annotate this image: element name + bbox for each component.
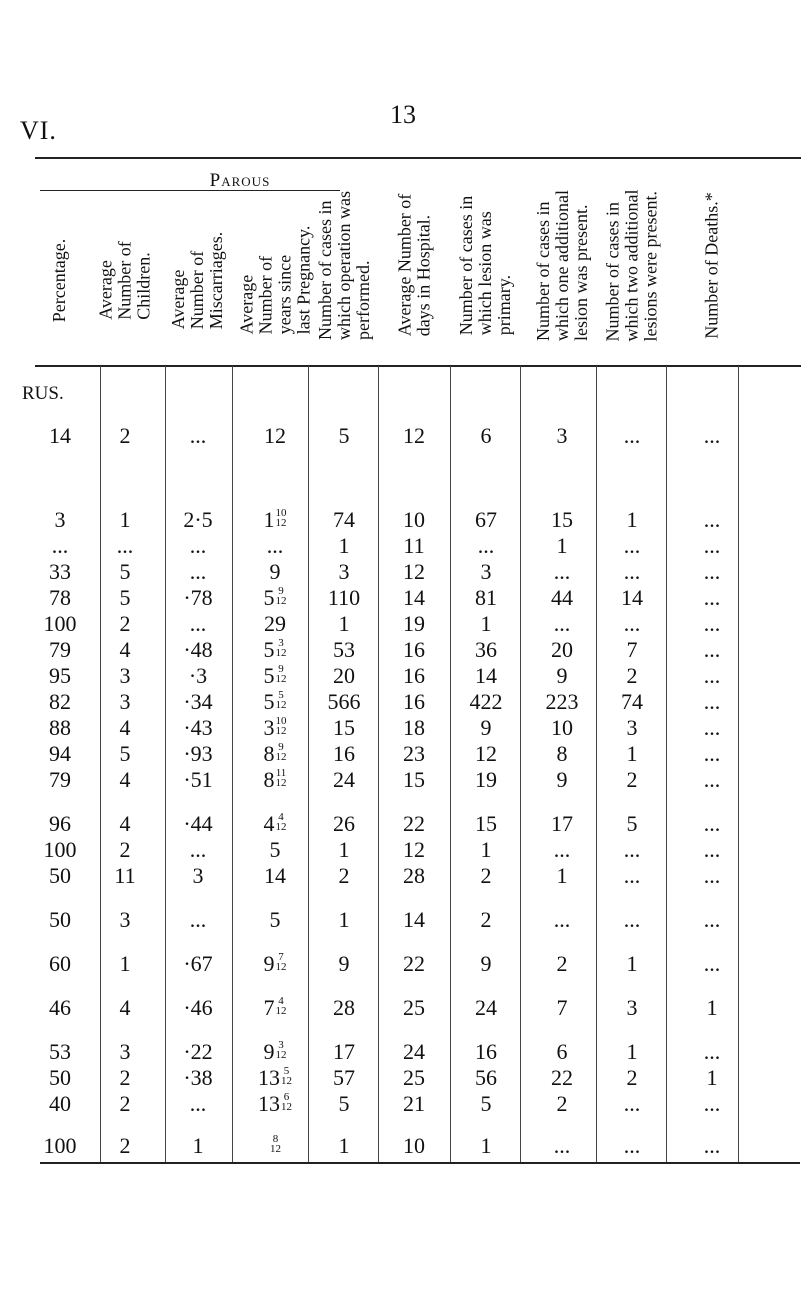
table-cell: 10 [403,507,425,532]
header-label: Number of cases in which one additional lesion was present. [532,189,591,341]
table-cell: ... [189,837,207,862]
table-cell: ... [189,611,207,636]
header-label: Number of cases in which lesion was primary. [456,195,515,335]
table-cell: 16 [403,637,425,662]
table-cell: 74 [621,689,643,714]
table-cell: ... [116,533,134,558]
table-cell: 2 [626,767,638,792]
table-cell: 15 [333,715,355,740]
table-cell: 9 7 12 [263,951,287,976]
header-avg-miscarriages [166,200,230,360]
table-cell: 12 [403,837,425,862]
table-cell: ·22 [183,1039,213,1064]
table-cell: ... [623,907,641,932]
table-cell: ... [703,585,721,610]
table-cell: 3 [119,1039,131,1064]
table-cell: 3 [119,689,131,714]
table-cell: ... [703,863,721,888]
header-days-hospital [382,170,446,360]
page-number: 13 [390,100,416,129]
table-cell: 9 [338,951,350,976]
table-cell: 3 [119,907,131,932]
table-cell: 19 [475,767,497,792]
table-cell: 36 [475,637,497,662]
table-cell: ... [703,423,721,448]
table-cell: 1 [480,611,492,636]
table-cell: 24 [475,995,497,1020]
table-cell: 14 [264,863,286,888]
table-cell: 20 [333,663,355,688]
table-cell: ... [266,533,284,558]
table-cell: ... [51,533,69,558]
table-cell: 15 [551,507,573,532]
table-cell: 5 9 12 [263,663,287,688]
table-cell: 22 [403,811,425,836]
table-cell: 5 9 12 [263,585,287,610]
table-cell: 100 [43,611,77,636]
table-cell: ·34 [183,689,213,714]
table-cell: 5 [626,811,638,836]
table-cell: 13 5 12 [258,1065,292,1090]
table-cell: 14 [621,585,643,610]
table-cell: 11 [114,863,136,888]
table-cell: ... [553,907,571,932]
header-rule [35,365,801,367]
header-label: Average Number of days in Hospital. [394,193,434,337]
table-cell: 33 [49,559,71,584]
fraction: 5 12 [275,689,287,711]
fraction: 3 12 [275,1039,287,1061]
table-cell: 7 [556,995,568,1020]
header-avg-years [236,200,313,360]
table-cell: ... [623,611,641,636]
table-cell: 60 [49,951,71,976]
header-label: Number of cases in which operation was performed. [314,190,373,340]
group-header-parous: Parous [209,170,271,191]
table-cell: 29 [264,611,286,636]
table-cell: ·67 [183,951,213,976]
fraction: 7 12 [275,951,287,973]
table-cell: 12 [403,423,425,448]
table-cell: 1 [119,507,131,532]
table-cell: 1 [556,533,568,558]
fraction: 10 12 [275,507,287,529]
table-cell: 15 [475,811,497,836]
table-cell: ... [623,1133,641,1158]
table-cell: 1 [480,1133,492,1158]
fraction: 10 12 [275,715,287,737]
fraction: 4 12 [275,995,287,1017]
table-cell: 3 [54,507,66,532]
table-cell: 95 [49,663,71,688]
table-cell: 4 [119,995,131,1020]
table-cell: 2 [119,1091,131,1116]
table-cell: 5 [119,741,131,766]
table-cell: 14 [49,423,71,448]
table-cell: 2 [119,1133,131,1158]
table-cell: 5 [480,1091,492,1116]
table-cell: 2 [556,951,568,976]
header-label: Average Number of Children. [95,240,154,320]
table-cell: 5 5 12 [263,689,287,714]
fraction: 9 12 [275,585,287,607]
table-cell: 14 [403,907,425,932]
table-cell: 9 3 12 [263,1039,287,1064]
table-cell: 67 [475,507,497,532]
table-cell: ... [703,907,721,932]
table-cell: 1 [338,1133,350,1158]
table-cell: 2 [556,1091,568,1116]
table-cell: 5 [119,559,131,584]
table-cell: 14 [475,663,497,688]
table-cell: ·38 [183,1065,213,1090]
table-cell: 12 [264,423,286,448]
table-cell: ... [703,689,721,714]
table-cell: 566 [327,689,361,714]
table-cell: ... [703,951,721,976]
table-cell: 81 [475,585,497,610]
header-label: Average Number of years since last Pregnancy. [236,225,313,335]
table-cell: 20 [551,637,573,662]
table-cell: 78 [49,585,71,610]
table-cell: 2 [480,863,492,888]
table-cell: 2 [626,1065,638,1090]
table-cell: ... [703,611,721,636]
table-cell: 1 [192,1133,204,1158]
table-cell: 18 [403,715,425,740]
table-cell: 50 [49,907,71,932]
table-cell: ... [189,559,207,584]
table-cell: 3 [338,559,350,584]
table-cell: ... [553,611,571,636]
table-cell: ·44 [183,811,213,836]
table-cell: 3 [480,559,492,584]
table-cell: 1 [626,1039,638,1064]
table-cell: 28 [333,995,355,1020]
header-two-additional [600,170,664,360]
table-cell: 96 [49,811,71,836]
table-cell: ... [703,533,721,558]
table-cell: 16 [475,1039,497,1064]
header-deaths [680,170,744,360]
table-cell: 2 [119,423,131,448]
table-cell: 50 [49,863,71,888]
table-cell: 2 [626,663,638,688]
header-avg-children [93,200,157,360]
table-cell: 53 [333,637,355,662]
table-cell: 5 [338,423,350,448]
bottom-rule [40,1162,800,1164]
table-cell: ... [703,837,721,862]
table-cell: ... [703,767,721,792]
table-cell: 24 [333,767,355,792]
table-cell: 1 [338,837,350,862]
table-cell: 56 [475,1065,497,1090]
table-cell: 9 [480,951,492,976]
table-cell: 3 [119,663,131,688]
table-cell: 50 [49,1065,71,1090]
table-cell: 3 [626,995,638,1020]
fraction: 5 12 [281,1065,292,1087]
table-cell: 2·5 [183,507,213,532]
table-cell: 40 [49,1091,71,1116]
table-cell: ... [623,1091,641,1116]
table-cell: ·78 [183,585,213,610]
table-cell: 17 [551,811,573,836]
fraction: 8 12 [270,1133,281,1155]
table-cell: 9 [556,767,568,792]
table-cell: ·3 [188,663,208,688]
table-cell: 1 [480,837,492,862]
table-cell: ... [703,1133,721,1158]
table-cell: ... [703,811,721,836]
table-cell: 2 [338,863,350,888]
table-cell: 57 [333,1065,355,1090]
table-cell: 1 [706,1065,718,1090]
table-cell: ... [477,533,495,558]
table-cell: ... [703,559,721,584]
table-cell: ... [189,423,207,448]
table-cell: 16 [403,663,425,688]
table-cell: 28 [403,863,425,888]
table-cell: 5 [269,837,281,862]
table-cell: ·51 [183,767,213,792]
fraction: 9 12 [275,663,287,685]
table-cell: 79 [49,767,71,792]
fraction: 9 12 [275,741,287,763]
table-cell: 16 [333,741,355,766]
table-cell: 100 [43,1133,77,1158]
table-cell: ... [623,837,641,862]
fraction: 6 12 [281,1091,292,1113]
table-cell: 4 4 12 [263,811,287,836]
header-label: Number of cases in which two additional lesions were present. [602,189,661,341]
table-cell: 2 [119,1065,131,1090]
table-cell: 1 [338,611,350,636]
top-rule [35,157,801,159]
table-cell: 26 [333,811,355,836]
table-cell: 16 [403,689,425,714]
table-cell: 74 [333,507,355,532]
table-cell: ... [703,1039,721,1064]
table-cell: 44 [551,585,573,610]
row-group-label: RUS. [22,383,64,404]
table-cell: 1 [706,995,718,1020]
table-cell: 422 [469,689,503,714]
table-cell: 9 [480,715,492,740]
table-cell: ... [189,907,207,932]
table-cell: 4 [119,811,131,836]
table-cell: 1 [338,907,350,932]
table-cell: 1 10 12 [263,507,287,532]
table-cell: 8 11 12 [263,767,287,792]
table-cell: 100 [43,837,77,862]
table-cell: 24 [403,1039,425,1064]
table-cell: ... [623,423,641,448]
table-cell: ... [553,837,571,862]
table-cell: 6 [556,1039,568,1064]
fraction: 3 12 [275,637,287,659]
table-cell: 2 [480,907,492,932]
table-cell: 4 [119,767,131,792]
table-cell: ·46 [183,995,213,1020]
table-cell: 4 [119,715,131,740]
table-cell: 223 [545,689,579,714]
table-cell: 12 [475,741,497,766]
header-label: Number of Deaths.* [701,191,722,339]
table-cell: 5 [338,1091,350,1116]
table-cell: ... [623,533,641,558]
table-cell: ... [553,559,571,584]
table-cell: 7 [626,637,638,662]
table-cell: 23 [403,741,425,766]
table-cell: 15 [403,767,425,792]
table-cell: 4 [119,637,131,662]
table-cell: ·93 [183,741,213,766]
table-cell: 53 [49,1039,71,1064]
table-cell: 3 [626,715,638,740]
header-primary [454,170,518,360]
table-cell: 3 [556,423,568,448]
table-cell: 10 [403,1133,425,1158]
table-cell: 25 [403,995,425,1020]
table-cell: ... [703,1091,721,1116]
header-operations [312,170,376,360]
table-cell: 82 [49,689,71,714]
table-cell: 2 [119,611,131,636]
table-cell: 94 [49,741,71,766]
table-cell: 8 [556,741,568,766]
table-cell [240,1134,310,1158]
table-cell: 110 [327,585,361,610]
table-cell: ... [703,741,721,766]
fraction: 11 12 [275,767,287,789]
table-cell: 5 3 12 [263,637,287,662]
table-cell: 1 [626,507,638,532]
table-cell: 2 [119,837,131,862]
table-cell: 19 [403,611,425,636]
table-cell: 7 4 12 [263,995,287,1020]
header-percentage [28,200,92,360]
table-cell: 5 [119,585,131,610]
table-cell: ·48 [183,637,213,662]
table-cell: ·43 [183,715,213,740]
table-cell: 25 [403,1065,425,1090]
table-cell: ... [703,715,721,740]
table-cell: ... [553,1133,571,1158]
table-cell: ... [189,533,207,558]
table-cell: 9 [269,559,281,584]
header-one-additional [530,170,594,360]
table-cell: 46 [49,995,71,1020]
table-cell: 3 [192,863,204,888]
table-cell: 13 6 12 [258,1091,292,1116]
table-cell: 3 10 12 [263,715,287,740]
table-cell: 8 9 12 [263,741,287,766]
table-cell: ... [703,663,721,688]
table-cell: 88 [49,715,71,740]
table-cell: 22 [551,1065,573,1090]
table-cell: 9 [556,663,568,688]
table-cell: 1 [338,533,350,558]
header-label: Percentage. [49,238,70,322]
table-cell: ... [189,1091,207,1116]
table-cell: 11 [403,533,425,558]
table-cell: ... [623,559,641,584]
table-cell: ... [623,863,641,888]
section-label: VI. [20,116,57,145]
table-cell: 1 [556,863,568,888]
table-cell: 1 [626,741,638,766]
table-cell: 10 [551,715,573,740]
table-cell: 1 [626,951,638,976]
table-cell: 79 [49,637,71,662]
table-cell: 6 [480,423,492,448]
header-label: Average Number of Miscarriages. [168,231,227,329]
table-cell: 1 [119,951,131,976]
table-cell: 17 [333,1039,355,1064]
table-cell: 12 [403,559,425,584]
table-cell: ... [703,507,721,532]
fraction: 4 12 [275,811,287,833]
table-cell: 5 [269,907,281,932]
table-cell: ... [703,637,721,662]
table-cell: 14 [403,585,425,610]
table-cell: 22 [403,951,425,976]
table-cell: 21 [403,1091,425,1116]
